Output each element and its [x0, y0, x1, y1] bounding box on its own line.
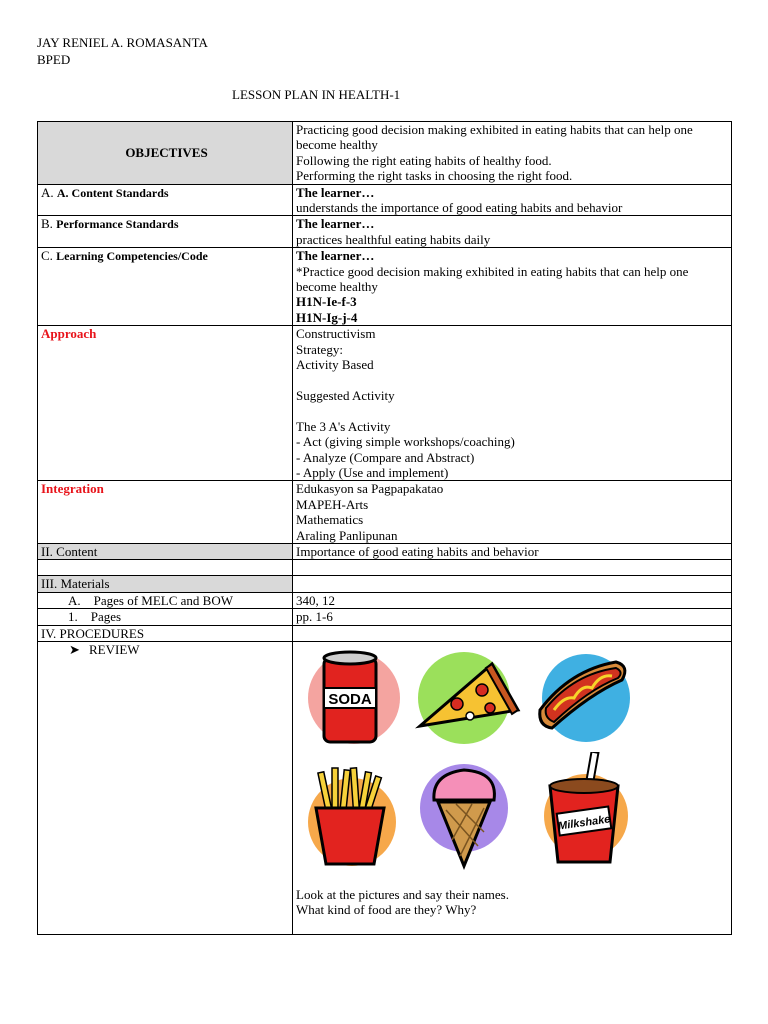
pizza-icon: [412, 646, 522, 746]
review-cell: [293, 641, 732, 934]
spacer: [296, 373, 731, 388]
competency-code: H1N-Ig-j-4: [296, 309, 358, 325]
content-standards-cell: [293, 184, 732, 216]
soda-label: SODA: [328, 690, 372, 708]
milkshake-icon: [532, 752, 632, 867]
integration-line: Edukasyon sa Pagpapakatao: [296, 481, 444, 497]
objective-line: Following the right eating habits of healthy food.: [296, 152, 552, 168]
content-standards-label-cell: [38, 184, 293, 216]
approach-line: Activity Based: [296, 357, 374, 373]
approach-line: Strategy:: [296, 341, 343, 357]
soda-can-icon: [302, 646, 402, 746]
materials-label: III. Materials: [38, 576, 293, 592]
materials-row: [38, 576, 732, 592]
objectives-row: [38, 122, 732, 185]
content-standards-row: [38, 184, 732, 216]
melc-label: A. Pages of MELC and BOW: [38, 592, 293, 608]
content-standards-label: A. Content Standards: [56, 185, 169, 200]
objective-line: Practicing good decision making exhibited in eating habits that can help one become healthy: [296, 122, 693, 153]
competencies-label-cell: [38, 248, 293, 326]
performance-standards-cell: [293, 216, 732, 248]
review-label: REVIEW: [89, 641, 140, 657]
empty-row: [38, 560, 732, 576]
empty-cell: [293, 560, 732, 576]
page-title: LESSON PLAN IN HEALTH-1: [232, 87, 401, 102]
review-question: What kind of food are they? Why?: [296, 902, 477, 918]
milkshake-label: Milkshake: [557, 813, 612, 833]
french-fries-icon: [300, 766, 400, 866]
objectives-text: [293, 122, 732, 185]
procedures-cell: [293, 625, 732, 641]
materials-cell: [293, 576, 732, 592]
integration-line: Mathematics: [296, 512, 364, 528]
competencies-lead: The learner…: [296, 248, 375, 264]
competencies-label: Learning Competencies/Code: [56, 249, 208, 264]
objective-line: Performing the right tasks in choosing the right food.: [296, 168, 573, 184]
performance-standards-label: Performance Standards: [56, 217, 179, 232]
approach-label: Approach: [41, 326, 97, 342]
integration-line: Araling Panlipunan: [296, 527, 398, 543]
content-label: II. Content: [38, 543, 293, 559]
integration-label-cell: [38, 481, 293, 544]
review-row: [38, 641, 732, 934]
empty-cell: [38, 560, 293, 576]
approach-label-cell: [38, 326, 293, 481]
melc-row: [38, 592, 732, 608]
performance-standards-text: practices healthful eating habits daily: [296, 231, 491, 247]
content-standards-text: understands the importance of good eating habits and behavior: [296, 200, 623, 216]
review-label-cell: [38, 641, 293, 934]
approach-line: - Act (giving simple workshops/coaching): [296, 434, 515, 450]
approach-line: Suggested Activity: [296, 387, 395, 403]
spacer: [296, 403, 731, 418]
approach-line: The 3 A's Activity: [296, 418, 391, 434]
lesson-plan-table: [37, 121, 732, 935]
competencies-cell: [293, 248, 732, 326]
integration-label: Integration: [41, 481, 104, 497]
performance-standards-prefix: B.: [41, 216, 57, 232]
integration-cell: [293, 481, 732, 544]
pages-label: 1. Pages: [38, 609, 293, 625]
ice-cream-icon: [416, 760, 516, 870]
performance-standards-row: [38, 216, 732, 248]
content-standards-prefix: A.: [41, 184, 57, 200]
hotdog-icon: [530, 644, 635, 744]
pages-value: pp. 1-6: [293, 609, 732, 625]
performance-standards-label-cell: [38, 216, 293, 248]
content-row: [38, 543, 732, 559]
content-text: Importance of good eating habits and behavior: [293, 543, 732, 559]
integration-row: [38, 481, 732, 544]
procedures-label: IV. PROCEDURES: [38, 625, 293, 641]
food-pictures: [296, 642, 731, 887]
competency-code: H1N-Ie-f-3: [296, 294, 357, 310]
approach-line: - Analyze (Compare and Abstract): [296, 449, 475, 465]
objectives-label: OBJECTIVES: [38, 122, 293, 185]
approach-line: - Apply (Use and implement): [296, 464, 449, 480]
author-course: BPED: [37, 52, 71, 67]
competencies-text: *Practice good decision making exhibited in eating habits that can help one become healthy: [296, 263, 689, 295]
procedures-row: [38, 625, 732, 641]
approach-cell: [293, 326, 732, 481]
approach-row: [38, 326, 732, 481]
competencies-row: [38, 248, 732, 326]
review-question: Look at the pictures and say their names.: [296, 886, 509, 902]
author-name: JAY RENIEL A. ROMASANTA: [37, 35, 208, 50]
pages-row: [38, 609, 732, 625]
arrow-bullet-icon: ➤: [69, 641, 80, 657]
competencies-prefix: C.: [41, 248, 57, 264]
approach-line: Constructivism: [296, 326, 376, 342]
performance-standards-lead: The learner…: [296, 216, 375, 232]
integration-line: MAPEH-Arts: [296, 496, 369, 512]
melc-value: 340, 12: [293, 592, 732, 608]
content-standards-lead: The learner…: [296, 184, 375, 200]
